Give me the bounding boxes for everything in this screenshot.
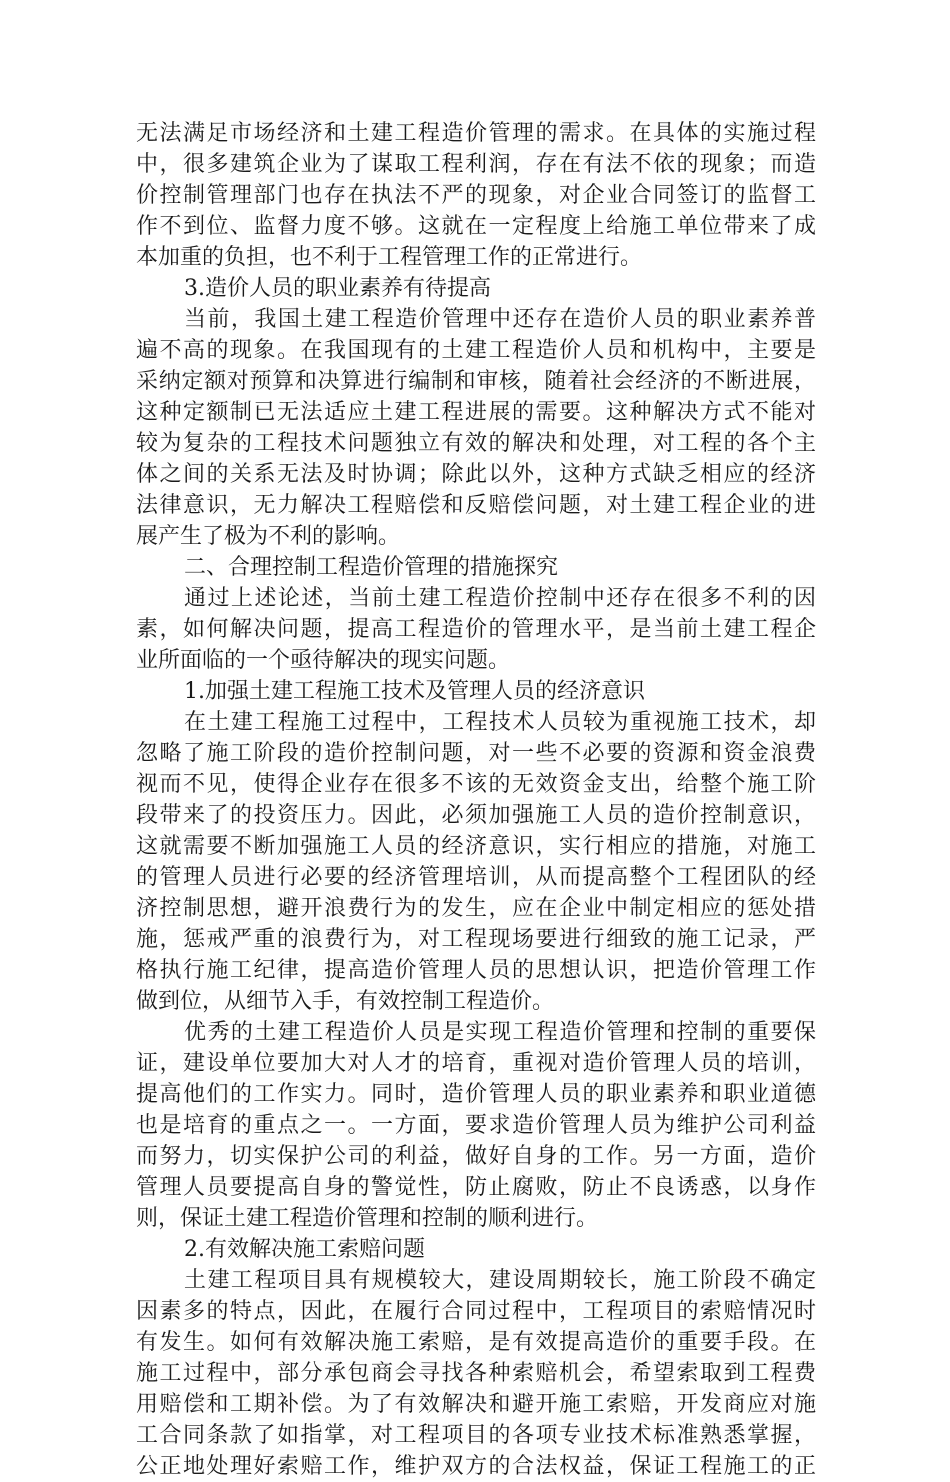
- text-line: 二、合理控制工程造价管理的措施探究: [184, 555, 559, 580]
- text-line: 济控制思想，避开浪费行为的发生，应在企业中制定相应的惩处措: [136, 896, 816, 921]
- text-line: 工合同条款了如指掌，对工程项目的各项专业技术标准熟悉掌握，: [136, 1423, 816, 1448]
- text-line: 的管理人员进行必要的经济管理培训，从而提高整个工程团队的经: [136, 865, 816, 890]
- text-line: 2.有效解决施工索赔问题: [184, 1237, 425, 1262]
- text-line: 施，惩戒严重的浪费行为，对工程现场要进行细致的施工记录，严: [136, 927, 816, 952]
- text-line: 有发生。如何有效解决施工索赔，是有效提高造价的重要手段。在: [136, 1330, 816, 1355]
- text-line: 作不到位、监督力度不够。这就在一定程度上给施工单位带来了成: [136, 214, 816, 239]
- text-line: 本加重的负担，也不利于工程管理工作的正常进行。: [136, 245, 643, 270]
- text-line: 体之间的关系无法及时协调；除此以外，这种方式缺乏相应的经济: [136, 462, 816, 487]
- text-line: 当前，我国土建工程造价管理中还存在造价人员的职业素养普: [184, 307, 816, 332]
- text-line: 视而不见，使得企业存在很多不该的无效资金支出，给整个施工阶: [136, 772, 816, 797]
- text-line: 公正地处理好索赔工作，维护双方的合法权益，保证工程施工的正: [136, 1454, 816, 1479]
- text-line: 通过上述论述，当前土建工程造价控制中还存在很多不利的因: [184, 586, 816, 611]
- text-line: 在土建工程施工过程中，工程技术人员较为重视施工技术，却: [184, 710, 816, 735]
- text-line: 展产生了极为不利的影响。: [136, 524, 401, 549]
- text-line: 3.造价人员的职业素养有待提高: [184, 276, 491, 301]
- text-line: 遍不高的现象。在我国现有的土建工程造价人员和机构中，主要是: [136, 338, 816, 363]
- text-line: 1.加强土建工程施工技术及管理人员的经济意识: [184, 679, 645, 704]
- text-line: 用赔偿和工期补偿。为了有效解决和避开施工索赔，开发商应对施: [136, 1392, 816, 1417]
- text-line: 也是培育的重点之一。一方面，要求造价管理人员为维护公司利益: [136, 1113, 816, 1138]
- text-line: 格执行施工纪律，提高造价管理人员的思想认识，把造价管理工作: [136, 958, 816, 983]
- text-line: 优秀的土建工程造价人员是实现工程造价管理和控制的重要保: [184, 1020, 816, 1045]
- text-line: 忽略了施工阶段的造价控制问题，对一些不必要的资源和资金浪费: [136, 741, 816, 766]
- text-line: 而努力，切实保护公司的利益，做好自身的工作。另一方面，造价: [136, 1144, 816, 1169]
- text-line: 法律意识，无力解决工程赔偿和反赔偿问题，对土建工程企业的进: [136, 493, 816, 518]
- text-line: 段带来了的投资压力。因此，必须加强施工人员的造价控制意识，: [136, 803, 816, 828]
- text-line: 做到位，从细节入手，有效控制工程造价。: [136, 989, 555, 1014]
- text-line: 业所面临的一个亟待解决的现实问题。: [136, 648, 511, 673]
- text-line: 提高他们的工作实力。同时，造价管理人员的职业素养和职业道德: [136, 1082, 816, 1107]
- text-line: 中，很多建筑企业为了谋取工程利润，存在有法不依的现象；而造: [136, 152, 816, 177]
- text-line: 无法满足市场经济和土建工程造价管理的需求。在具体的实施过程: [136, 121, 816, 146]
- text-line: 因素多的特点，因此，在履行合同过程中，工程项目的索赔情况时: [136, 1299, 816, 1324]
- text-line: 管理人员要提高自身的警觉性，防止腐败，防止不良诱惑，以身作: [136, 1175, 816, 1200]
- body-text: [136, 118, 816, 1482]
- text-line: 证，建设单位要加大对人才的培育，重视对造价管理人员的培训，: [136, 1051, 816, 1076]
- text-line: 较为复杂的工程技术问题独立有效的解决和处理，对工程的各个主: [136, 431, 816, 456]
- text-line: 素，如何解决问题，提高工程造价的管理水平，是当前土建工程企: [136, 617, 816, 642]
- text-line: 施工过程中，部分承包商会寻找各种索赔机会，希望索取到工程费: [136, 1361, 816, 1386]
- text-line: 价控制管理部门也存在执法不严的现象，对企业合同签订的监督工: [136, 183, 816, 208]
- text-line: 则，保证土建工程造价管理和控制的顺利进行。: [136, 1206, 599, 1231]
- text-line: 这就需要不断加强施工人员的经济意识，实行相应的措施，对施工: [136, 834, 816, 859]
- text-line: 采纳定额对预算和决算进行编制和审核，随着社会经济的不断进展，: [136, 369, 816, 394]
- text-line: 土建工程项目具有规模较大，建设周期较长，施工阶段不确定: [184, 1268, 816, 1293]
- text-line: 这种定额制已无法适应土建工程进展的需要。这种解决方式不能对: [136, 400, 816, 425]
